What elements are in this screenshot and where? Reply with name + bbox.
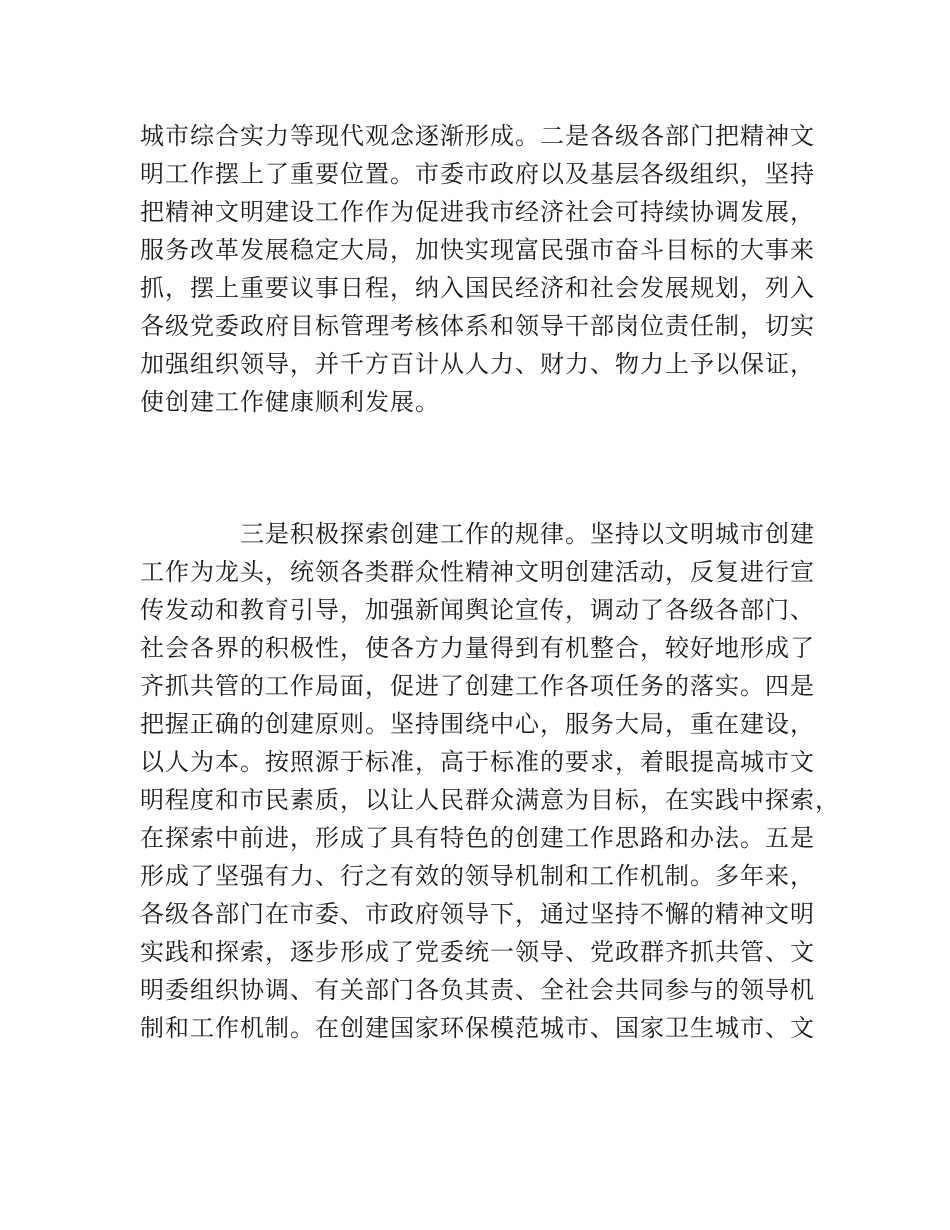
text-line: 使创建工作健康顺利发展。	[140, 388, 440, 416]
text-line: 各级各部门在市委、市政府领导下，通过坚持不懈的精神文明	[140, 900, 815, 928]
text-line: 把握正确的创建原则。坚持围绕中心，服务大局，重在建设，	[140, 710, 815, 738]
text-line-indented: 三是积极探索创建工作的规律。坚持以文明城市创建	[240, 520, 815, 548]
text-line: 把精神文明建设工作作为促进我市经济社会可持续协调发展，	[140, 198, 815, 226]
text-line: 传发动和教育引导，加强新闻舆论宣传，调动了各级各部门、	[140, 596, 815, 624]
text-line: 社会各界的积极性，使各方力量得到有机整合，较好地形成了	[140, 634, 815, 662]
text-line: 服务改革发展稳定大局，加快实现富民强市奋斗目标的大事来	[140, 236, 815, 264]
text-line: 制和工作机制。在创建国家环保模范城市、国家卫生城市、文	[140, 1014, 815, 1042]
text-line: 在探索中前进，形成了具有特色的创建工作思路和办法。五是	[140, 824, 815, 852]
text-line: 齐抓共管的工作局面，促进了创建工作各项任务的落实。四是	[140, 672, 815, 700]
text-line: 实践和探索，逐步形成了党委统一领导、党政群齐抓共管、文	[140, 938, 815, 966]
text-line: 明委组织协调、有关部门各负其责、全社会共同参与的领导机	[140, 976, 815, 1004]
text-line: 城市综合实力等现代观念逐渐形成。二是各级各部门把精神文	[140, 122, 815, 150]
text-line: 以人为本。按照源于标准，高于标准的要求，着眼提高城市文	[140, 748, 815, 776]
text-line: 各级党委政府目标管理考核体系和领导干部岗位责任制，切实	[140, 312, 815, 340]
text-line: 抓，摆上重要议事日程，纳入国民经济和社会发展规划，列入	[140, 274, 815, 302]
text-line: 明程度和市民素质，以让人民群众满意为目标，在实践中探索，	[140, 786, 840, 814]
paragraph-2	[140, 515, 840, 1047]
text-line: 形成了坚强有力、行之有效的领导机制和工作机制。多年来，	[140, 862, 815, 890]
text-line: 工作为龙头，统领各类群众性精神文明创建活动，反复进行宣	[140, 558, 815, 586]
text-line: 加强组织领导，并千方百计从人力、财力、物力上予以保证，	[140, 350, 815, 378]
paragraph-1	[140, 117, 840, 421]
text-line: 明工作摆上了重要位置。市委市政府以及基层各级组织，坚持	[140, 160, 815, 188]
